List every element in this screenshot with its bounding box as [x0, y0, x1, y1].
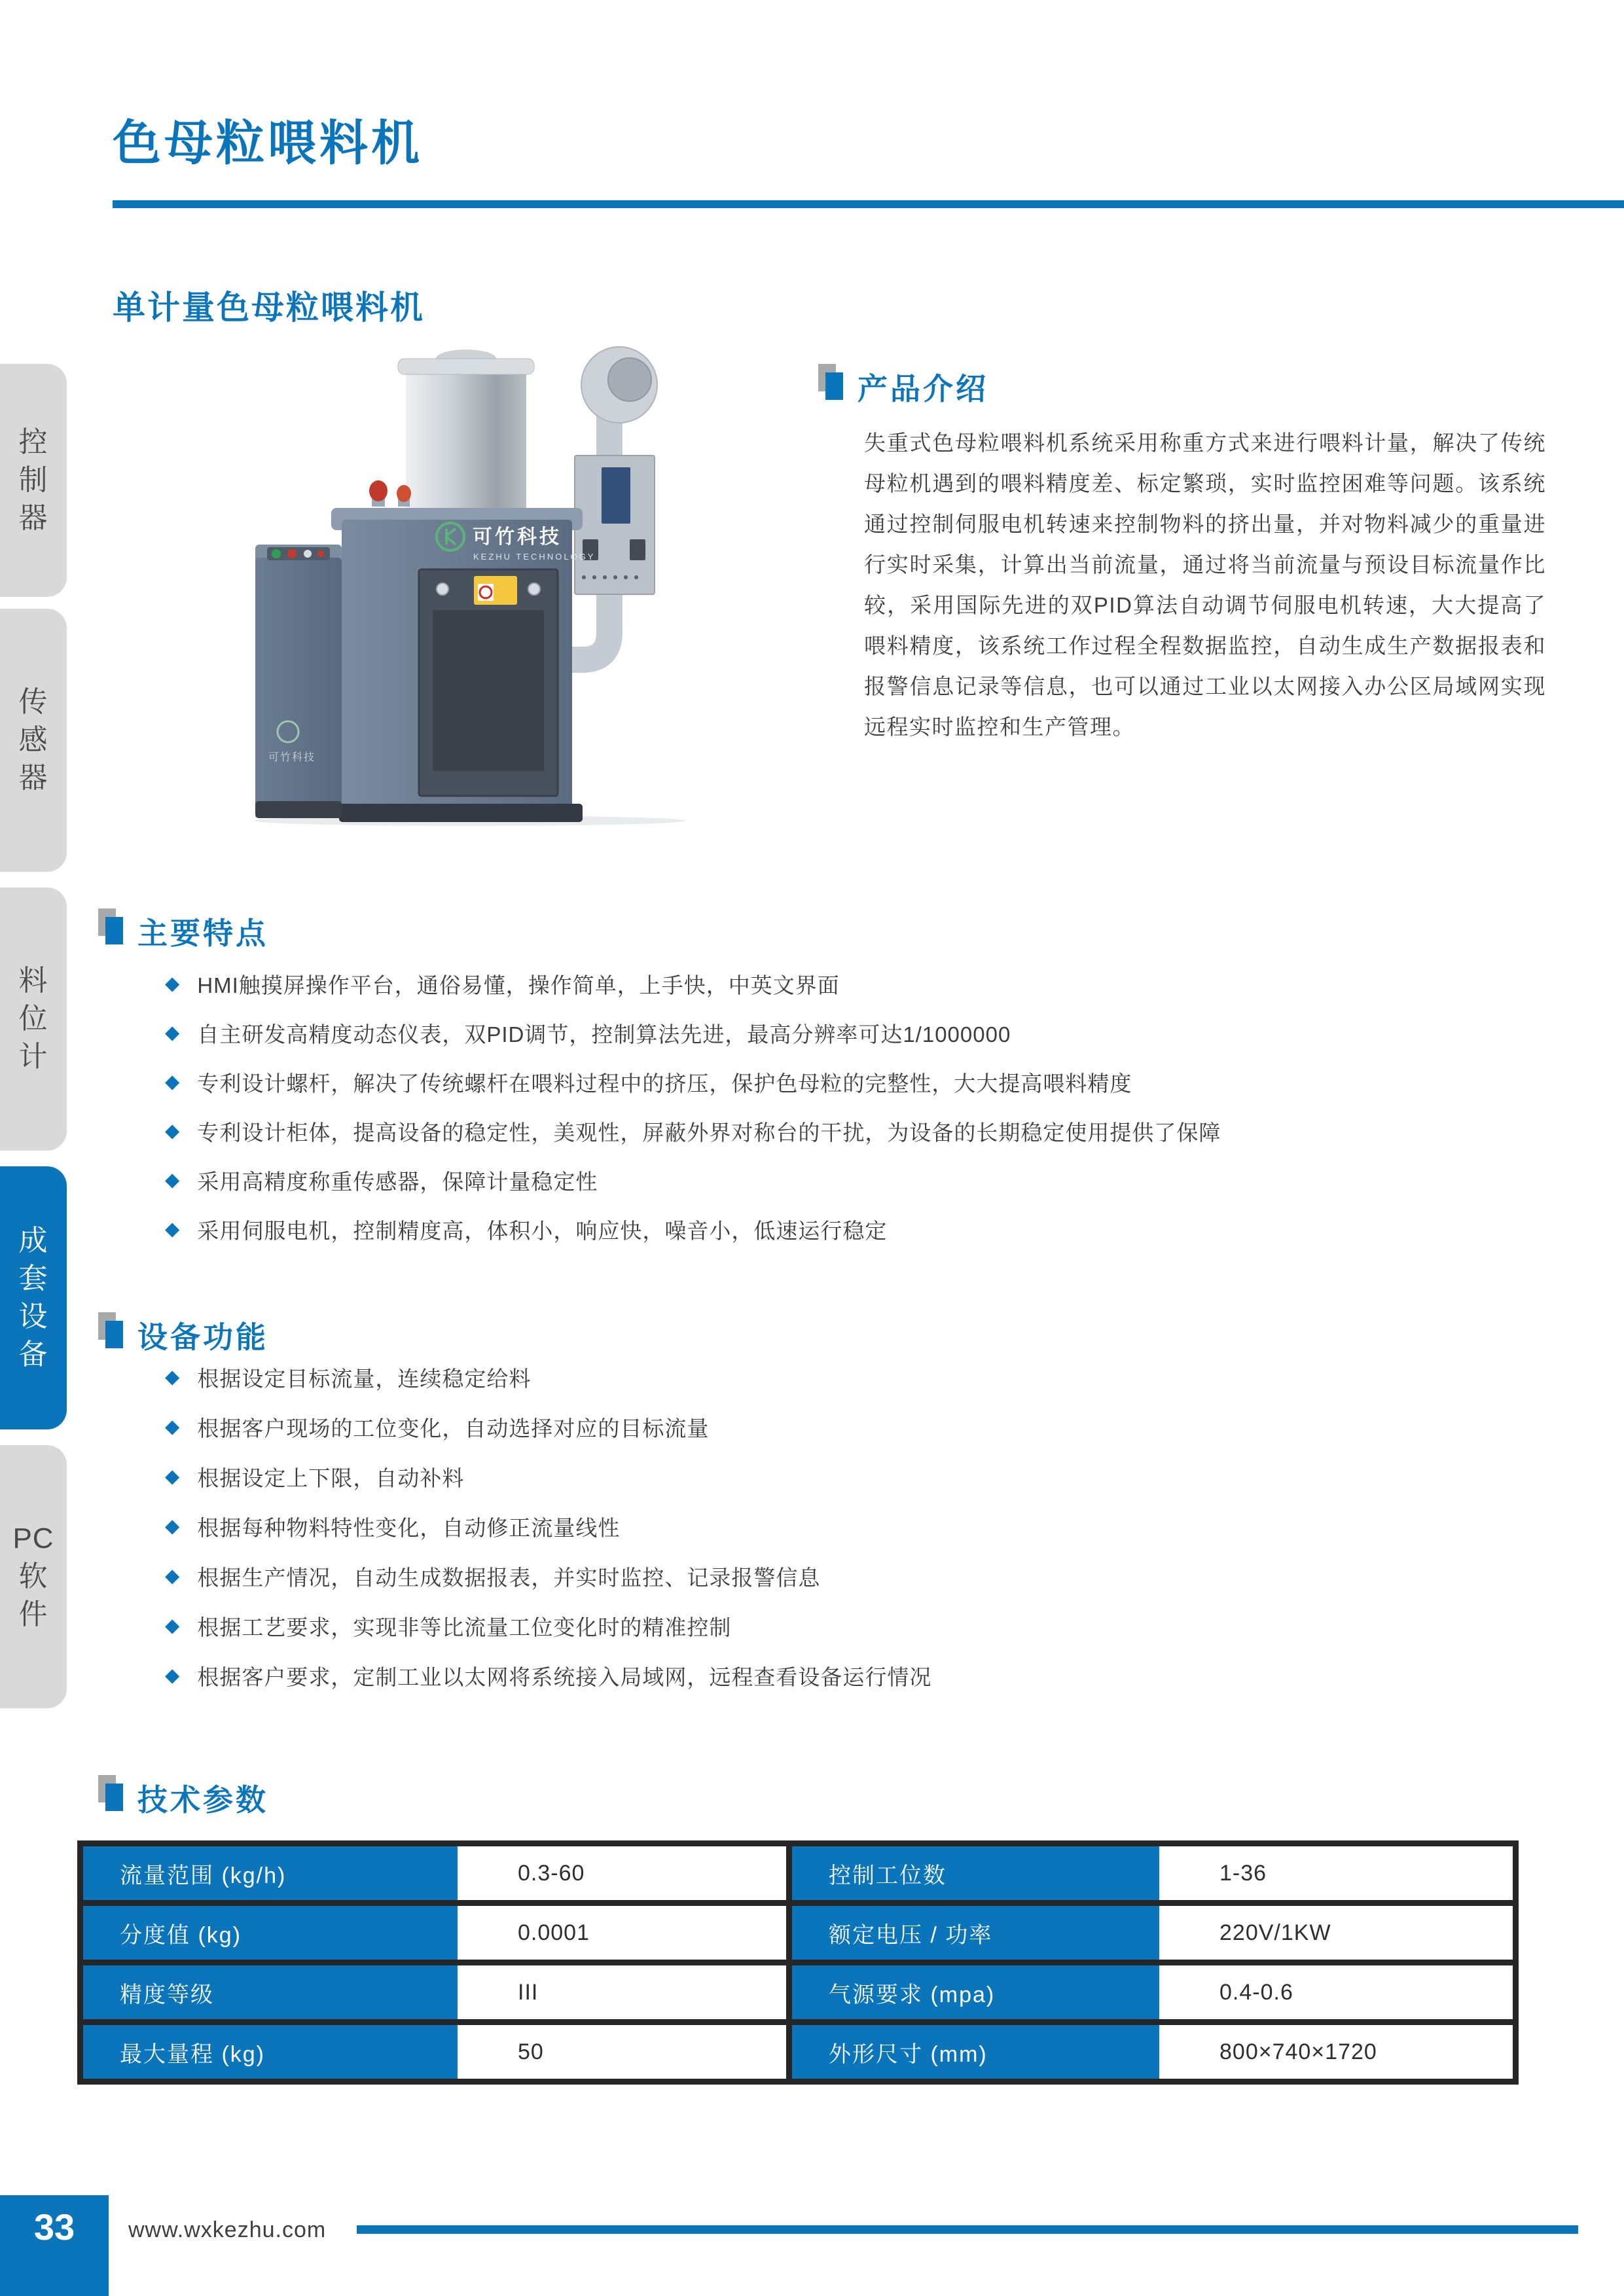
bullet-item: [165, 1205, 1221, 1254]
bullet-item: [165, 1551, 931, 1601]
bullet-item: [165, 1352, 931, 1402]
spec-value: 0.4-0.6: [1159, 1965, 1513, 2019]
spec-label: 流量范围 (kg/h): [83, 1846, 458, 1900]
spec-value: 50: [458, 2025, 786, 2079]
bullet-item: [165, 1107, 1221, 1156]
heading-square-icon: [98, 908, 126, 948]
bullet-item: [165, 1501, 931, 1551]
bullet-text: 专利设计螺杆，解决了传统螺杆在喂料过程中的挤压，保护色母粒的完整性，大大提高喂料精度: [197, 1071, 1132, 1096]
heading-square-icon: [818, 364, 846, 403]
diamond-icon: ◆: [165, 1416, 181, 1437]
specs-table: [77, 1840, 1519, 2085]
spec-label: 外形尺寸 (mm): [786, 2025, 1159, 2079]
spec-value: 0.3-60: [458, 1846, 786, 1900]
bullet-item: [165, 1452, 931, 1501]
features-heading-label: 主要特点: [137, 916, 268, 950]
diamond-icon: ◆: [165, 1121, 181, 1141]
sidebar-tab-char: 设: [18, 1300, 48, 1333]
green-button: [272, 549, 281, 558]
sidebar-tab-char: 备: [18, 1338, 48, 1371]
bullet-text: 根据生产情况，自动生成数据报表，并实时监控、记录报警信息: [197, 1565, 821, 1590]
functions-list: [165, 1352, 931, 1700]
spec-value: III: [458, 1965, 786, 2019]
bullet-text: 根据设定目标流量，连续稳定给料: [197, 1366, 532, 1391]
title-rule: [113, 200, 1624, 208]
sidebar-tab-char: 计: [18, 1041, 48, 1073]
spec-label: 精度等级: [83, 1965, 458, 2019]
spec-label: 气源要求 (mpa): [786, 1965, 1159, 2019]
functions-heading: [98, 1312, 268, 1357]
website-link[interactable]: www.wxkezhu.com: [128, 2217, 327, 2242]
sidebar-tab-char: 料: [18, 964, 48, 997]
sidebar-tab-char: 器: [18, 502, 48, 535]
bullet-text: 自主研发高精度动态仪表，双PID调节，控制算法先进，最高分辨率可达1/1000000: [197, 1022, 1011, 1047]
white-button: [304, 550, 312, 558]
brand-name-en: KEZHU TECHNOLOGY: [473, 552, 596, 562]
sidebar-tab-2[interactable]: [0, 609, 67, 872]
sidebar-tab-3[interactable]: [0, 888, 67, 1151]
bullet-text: 根据客户要求，定制工业以太网将系统接入局域网，远程查看设备运行情况: [197, 1664, 932, 1689]
bullet-item: [165, 1601, 931, 1651]
footer-rule: [357, 2225, 1578, 2234]
sidebar-tab-1[interactable]: [0, 364, 67, 597]
sidebar-tab-char: 制: [18, 463, 48, 496]
diamond-icon: ◆: [165, 1219, 181, 1240]
brand-name-cn: 可竹科技: [473, 526, 562, 548]
bullet-text: 采用高精度称重传感器，保障计量稳定性: [197, 1170, 598, 1194]
intro-paragraph: 失重式色母粒喂料机系统采用称重方式来进行喂料计量，解决了传统母粒机遇到的喂料精度差、标定繁琐，实时监控困难等问题。该系统通过控制伺服电机转速来控制物料的挤出量，并对物料减少的重量进行实时采集，计算出当前流量，通过将当前流量与预设目标流量作比较，采用国际先进的双PID算法自动调节伺服电机转速，大大提高了喂料精度，该系统工作过程全程数据监控，自动生成生产数据报表和报警信息记录等信息，也可以通过工业以太网接入办公区局域网实现远程实时监控和生产管理。: [864, 431, 1546, 739]
product-photo: [247, 339, 755, 827]
features-heading: [98, 908, 268, 953]
diamond-icon: ◆: [165, 1071, 181, 1092]
specs-heading: [98, 1775, 268, 1820]
sidebar-tab-char: 套: [18, 1262, 48, 1295]
signal-lamp-orange: [397, 485, 411, 502]
diamond-icon: ◆: [165, 1465, 181, 1487]
intro-heading: [818, 364, 988, 408]
bullet-text: 采用伺服电机，控制精度高，体积小，响应快，噪音小，低速运行稳定: [197, 1219, 888, 1243]
heading-square-icon: [98, 1312, 126, 1352]
sidebar-tab-char: 成: [18, 1224, 48, 1257]
bullet-text: 根据客户现场的工位变化，自动选择对应的目标流量: [197, 1416, 710, 1441]
side-cabinet: [255, 558, 342, 810]
sidebar-tab-char: 件: [18, 1598, 48, 1631]
page-subtitle: 单计量色母粒喂料机: [113, 289, 425, 326]
control-box-slot: [630, 539, 645, 560]
side-base: [255, 801, 342, 818]
sidebar-tab-char: 控: [18, 425, 48, 458]
sidebar-tab-char: 器: [18, 762, 48, 795]
bullet-text: HMI触摸屏操作平台，通俗易懂，操作简单，上手快，中英文界面: [197, 973, 840, 997]
intro-heading-label: 产品介绍: [857, 372, 988, 406]
door-screw: [437, 583, 448, 595]
diamond-icon: ◆: [165, 1565, 181, 1587]
diamond-icon: ◆: [165, 973, 181, 994]
sidebar-tab-char: PC: [12, 1522, 54, 1554]
diamond-icon: ◆: [165, 1615, 181, 1636]
bullet-text: 根据工艺要求，实现非等比流量工位变化时的精准控制: [197, 1615, 732, 1640]
hopper-cylinder: [406, 370, 526, 522]
spec-value: 1-36: [1159, 1846, 1513, 1900]
spec-label: 最大量程 (kg): [83, 2025, 458, 2079]
control-box-screen: [602, 467, 630, 524]
spec-value: 0.0001: [458, 1906, 786, 1960]
spec-label: 额定电压 / 功率: [786, 1906, 1159, 1960]
diamond-icon: ◆: [165, 1515, 181, 1537]
bullet-text: 根据设定上下限，自动补料: [197, 1465, 465, 1490]
spec-value: 220V/1KW: [1159, 1906, 1513, 1960]
bullet-item: [165, 1156, 1221, 1205]
machine-base: [339, 804, 583, 822]
sidebar-tab-5[interactable]: [0, 1445, 67, 1708]
spec-label: 分度值 (kg): [83, 1906, 458, 1960]
door-screw: [528, 583, 540, 595]
specs-heading-label: 技术参数: [137, 1783, 268, 1817]
red-button: [317, 550, 324, 557]
sidebar-tab-char: 传: [18, 685, 48, 718]
sidebar-tab-char: 位: [18, 1002, 48, 1035]
diamond-icon: ◆: [165, 1366, 181, 1388]
brand-name-cn-small: 可竹科技: [268, 752, 316, 763]
bullet-text: 专利设计柜体，提高设备的稳定性，美观性，屏蔽外界对称台的干扰，为设备的长期稳定使用提供了保障: [197, 1121, 1221, 1145]
door-window: [433, 610, 544, 771]
functions-heading-label: 设备功能: [137, 1320, 268, 1354]
heading-square-icon: [98, 1775, 126, 1814]
hopper-lid: [398, 359, 534, 374]
red-button: [287, 549, 297, 558]
bullet-item: [165, 1058, 1221, 1107]
spec-label: 控制工位数: [786, 1846, 1159, 1900]
page-number: 33: [33, 2206, 75, 2248]
bullet-item: [165, 1651, 931, 1700]
sidebar-tab-char: 软: [18, 1560, 48, 1592]
bullet-item: [165, 1402, 931, 1452]
page-number-badge: [0, 2195, 109, 2296]
page-title: 色母粒喂料机: [113, 116, 423, 170]
sidebar-tab-4[interactable]: [0, 1166, 67, 1429]
bullet-item: [165, 1009, 1221, 1058]
diamond-icon: ◆: [165, 1170, 181, 1191]
bullet-text: 根据每种物料特性变化，自动修正流量线性: [197, 1515, 621, 1540]
diamond-icon: ◆: [165, 1022, 181, 1043]
diamond-icon: ◆: [165, 1664, 181, 1686]
sidebar-tab-char: 感: [18, 723, 48, 756]
spec-value: 800×740×1720: [1159, 2025, 1513, 2079]
signal-lamp-red: [369, 480, 388, 501]
loader-filter: [608, 358, 651, 401]
features-list: [165, 960, 1221, 1254]
bullet-item: [165, 960, 1221, 1009]
